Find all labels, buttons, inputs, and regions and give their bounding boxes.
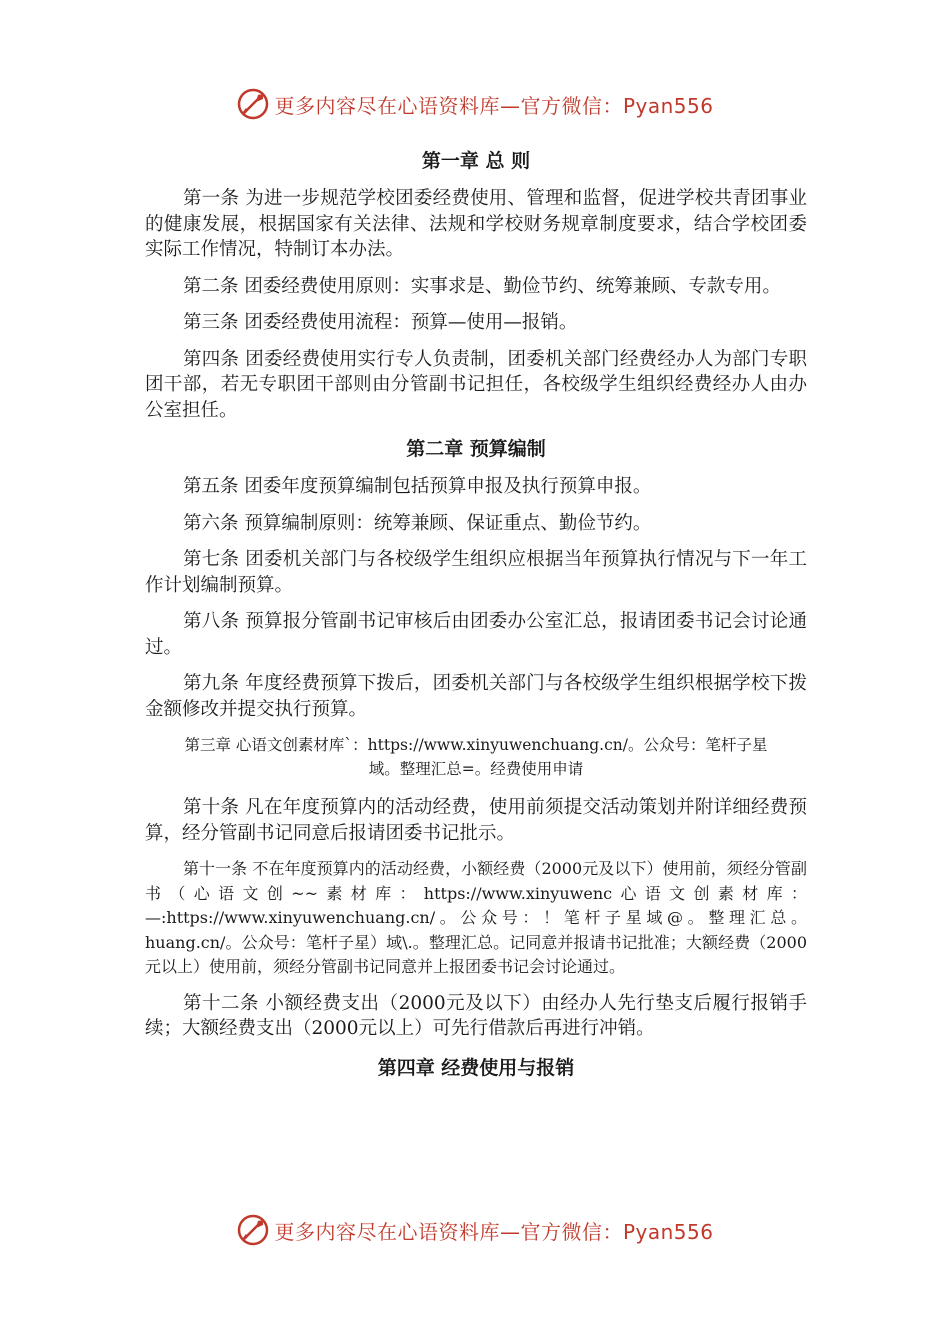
article-paragraph: 第七条 团委机关部门与各校级学生组织应根据当年预算执行情况与下一年工作计划编制预算。	[145, 549, 807, 596]
quill-seal-icon	[236, 1213, 270, 1247]
article-paragraph: 第十一条 不在年度预算内的活动经费，小额经费（2000元及以下）使用前，须经分管副书（心语文创~~素材库：https://www.xinyuwenc心语文创素材库：—:https://www.xinyuwenchuang.cn/。公众号：！笔杆子星域@。整理汇总。huang.cn/。公众号：笔杆子星）域\.。整理汇总。记同意并报请书记批准；大额经费（2000元以上）使用前，须经分管副书记同意并上报团委书记会讨论通过。	[145, 859, 807, 976]
chapter-heading: 第二章 预算编制	[406, 438, 546, 460]
banner-text: 更多内容尽在心语资料库—官方微信：Pyan556	[274, 93, 714, 118]
article-paragraph: 第四条 团委经费使用实行专人负责制，团委机关部门经费经办人为部门专职团干部，若无专职团干部则由分管副书记担任，各校级学生组织经费经办人由办公室担任。	[145, 348, 807, 421]
quill-seal-icon	[236, 87, 270, 121]
article-paragraph: 第十条 凡在年度预算内的活动经费，使用前须提交活动策划并附详细经费预算，经分管副书记同意后报请团委书记批示。	[145, 797, 807, 844]
chapter-heading: 第四章 经费使用与报销	[377, 1056, 575, 1079]
document-body	[145, 140, 807, 1093]
header-banner	[0, 84, 950, 124]
article-paragraph: 第十二条 小额经费支出（2000元及以下）由经办人先行垫支后履行报销手续；大额经费支出（2000元以上）可先行借款后再进行冲销。	[145, 992, 807, 1039]
article-paragraph: 第六条 预算编制原则：统筹兼顾、保证重点、勤俭节约。	[183, 512, 652, 534]
article-paragraph: 第九条 年度经费预算下拨后，团委机关部门与各校级学生组织根据学校下拨金额修改并提交执行预算。	[145, 673, 807, 720]
footer-banner	[0, 1210, 950, 1250]
article-paragraph: 第八条 预算报分管副书记审核后由团委办公室汇总，报请团委书记会讨论通过。	[145, 611, 807, 658]
article-paragraph: 第三条 团委经费使用流程：预算—使用—报销。	[183, 312, 578, 333]
article-paragraph: 第五条 团委年度预算编制包括预算申报及执行预算申报。	[183, 476, 652, 497]
chapter-heading: 第三章 心语文创素材库`：https://www.xinyuwenchuang.cn/。公众号：笔杆子星域。整理汇总=。经费使用申请	[184, 736, 768, 778]
article-paragraph: 第一条 为进一步规范学校团委经费使用、管理和监督，促进学校共青团事业的健康发展，根据国家有关法律、法规和学校财务规章制度要求，结合学校团委实际工作情况，特制订本办法。	[145, 188, 807, 260]
article-paragraph: 第二条 团委经费使用原则：实事求是、勤俭节约、统筹兼顾、专款专用。	[183, 275, 781, 297]
chapter-heading: 第一章 总 则	[421, 150, 531, 172]
banner-text: 更多内容尽在心语资料库—官方微信：Pyan556	[274, 1219, 714, 1244]
